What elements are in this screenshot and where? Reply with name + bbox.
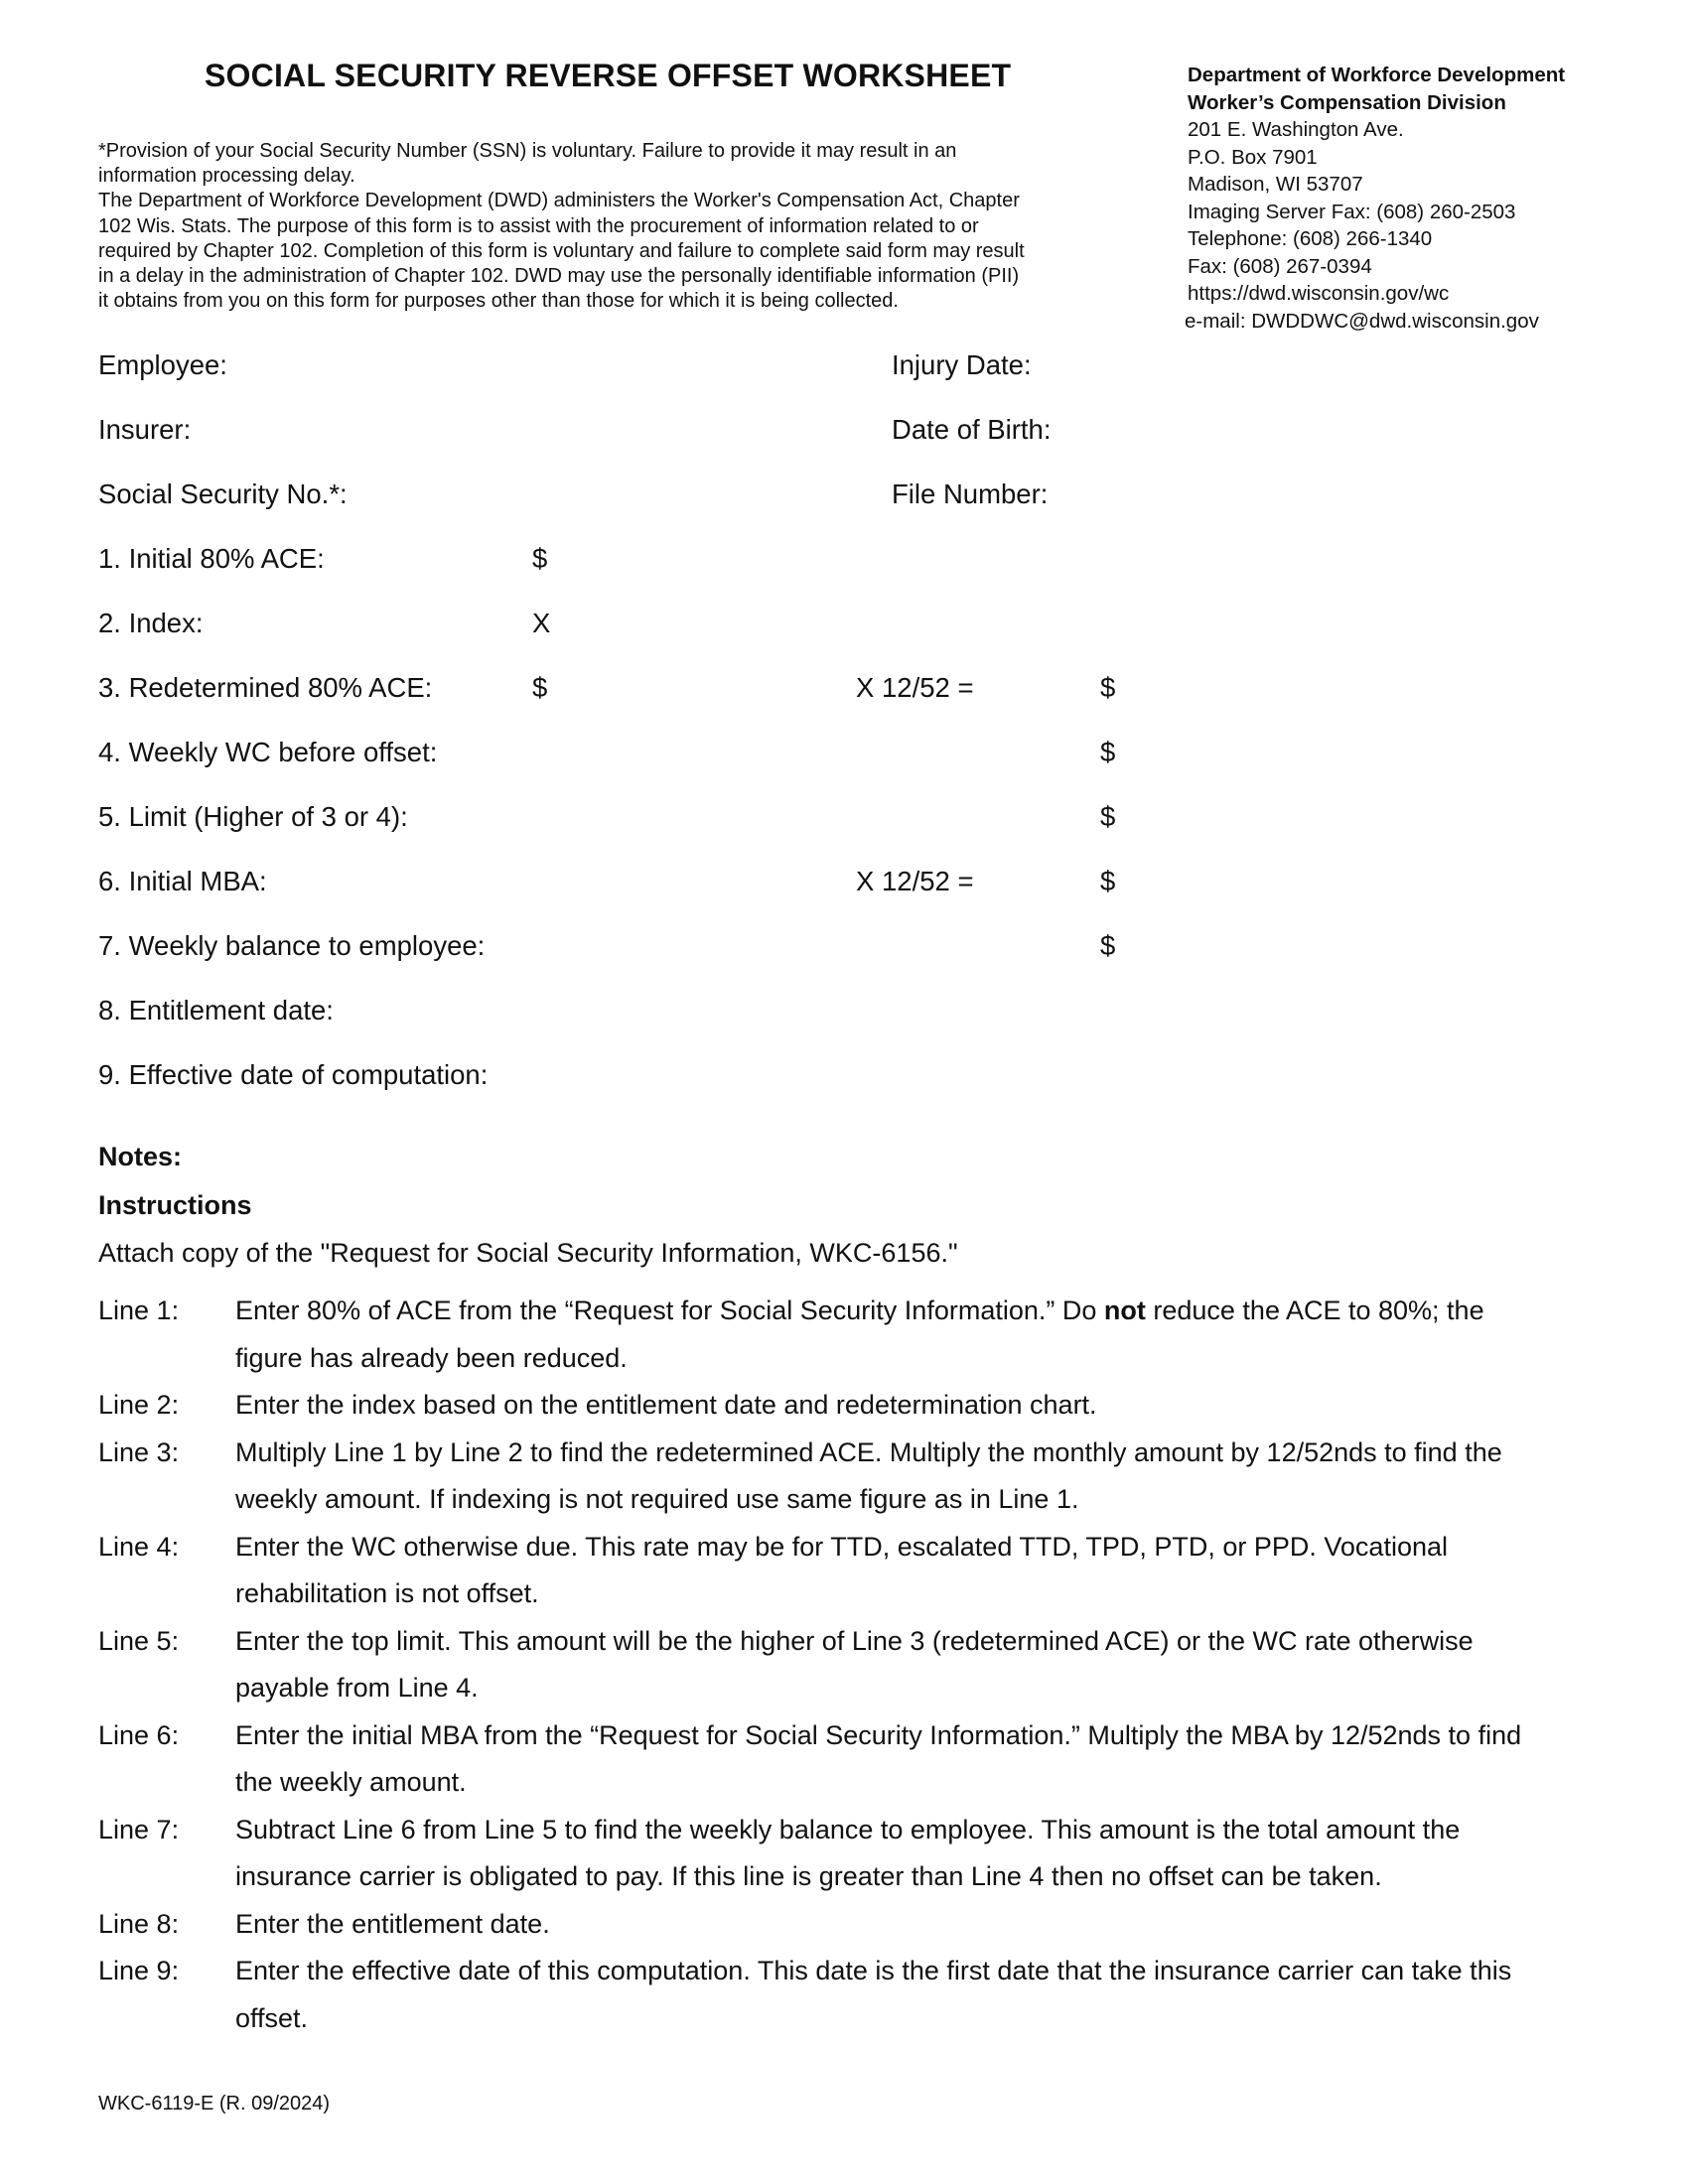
instruction-text-line: Enter the WC otherwise due. This rate may be for TTD, escalated TTD, TPD, PTD, or PPD. Vocational	[235, 1531, 1448, 1562]
privacy-notice	[98, 139, 1151, 314]
instruction-line-3	[98, 1430, 1588, 1524]
line-2-multiply-sign: X	[532, 608, 551, 638]
line-4-dollar-sign: $	[1100, 737, 1116, 767]
file-number-label: File Number:	[892, 478, 1049, 509]
instruction-text-line: Enter the top limit. This amount will be the higher of Line 3 (redetermined ACE) or the WC rate otherwise	[235, 1625, 1474, 1656]
instruction-text-line: offset.	[235, 2002, 309, 2033]
privacy-line: it obtains from you on this form for purposes other than those for which it is being collected.	[98, 290, 899, 313]
line-6-label: 6. Initial MBA:	[98, 866, 267, 896]
instruction-label: Line 6:	[98, 1719, 180, 1750]
instruction-text	[235, 1288, 1588, 1382]
line-3-multiplier: X 12/52 =	[856, 672, 974, 703]
instruction-label: Line 5:	[98, 1625, 180, 1656]
instruction-text-line: figure has already been reduced.	[235, 1342, 628, 1373]
instruction-label: Line 7:	[98, 1814, 180, 1844]
notes-heading: Notes:	[98, 1142, 183, 1171]
form-title: SOCIAL SECURITY REVERSE OFFSET WORKSHEET	[205, 58, 1012, 93]
address-city: Madison, WI 53707	[1188, 173, 1363, 196]
instruction-line-2	[98, 1382, 1588, 1430]
instruction-text-line: Subtract Line 6 from Line 5 to find the weekly balance to employee. This amount is the total amount the	[235, 1814, 1461, 1844]
privacy-line: 102 Wis. Stats. The purpose of this form is to assist with the procurement of information related to or	[98, 214, 979, 237]
instruction-text-line: Enter the initial MBA from the “Request for Social Security Information.” Multiply the MBA by 12/52nds to find	[235, 1719, 1522, 1750]
instruction-line-9	[98, 1948, 1588, 2042]
text-fragment: reduce the ACE to 80%; the	[1145, 1296, 1484, 1325]
address-street: 201 E. Washington Ave.	[1188, 118, 1404, 141]
instruction-text-line: insurance carrier is obligated to pay. If this line is greater than Line 4 then no offset can be taken.	[235, 1861, 1382, 1891]
website-link[interactable]: https://dwd.wisconsin.gov/wc	[1188, 282, 1450, 305]
line-6-multiplier: X 12/52 =	[856, 866, 974, 896]
instruction-label: Line 1:	[98, 1296, 180, 1325]
email-link[interactable]: e-mail: DWDDWC@dwd.wisconsin.gov	[1185, 309, 1539, 333]
instruction-line-1	[98, 1288, 1588, 1382]
instruction-text	[235, 1524, 1588, 1618]
instruction-label: Line 8:	[98, 1908, 180, 1939]
line-3-result-dollar-sign: $	[1100, 672, 1116, 703]
instruction-text-line: Enter the effective date of this computation. This date is the first date that the insurance carrier can take this	[235, 1956, 1512, 1985]
imaging-fax: Imaging Server Fax: (608) 260-2503	[1188, 200, 1516, 223]
instruction-text-line	[235, 1288, 1588, 1335]
line-8-label: 8. Entitlement date:	[98, 995, 334, 1025]
instructions-heading: Instructions	[98, 1190, 252, 1220]
line-9-label: 9. Effective date of computation:	[98, 1059, 489, 1090]
instruction-text	[235, 1807, 1588, 1901]
instruction-text-line: Multiply Line 1 by Line 2 to find the redetermined ACE. Multiply the monthly amount by 12/52nds to find the	[235, 1436, 1502, 1467]
ssn-label: Social Security No.*:	[98, 478, 348, 509]
telephone: Telephone: (608) 266-1340	[1188, 227, 1433, 250]
instruction-line-7	[98, 1807, 1588, 1901]
instruction-line-6	[98, 1712, 1588, 1807]
instructions-list	[98, 1288, 1588, 2042]
department-contact-block	[1185, 62, 1566, 335]
line-7-label: 7. Weekly balance to employee:	[98, 930, 486, 961]
instruction-line-4	[98, 1524, 1588, 1618]
instruction-text	[235, 1430, 1588, 1524]
insurer-label: Insurer:	[98, 414, 192, 445]
instruction-text-line: the weekly amount.	[235, 1767, 467, 1797]
injury-date-label: Injury Date:	[892, 349, 1032, 380]
instruction-label: Line 4:	[98, 1531, 180, 1562]
department-name: Department of Workforce Development	[1188, 64, 1566, 86]
employee-label: Employee:	[98, 349, 227, 380]
instruction-text	[235, 1382, 1588, 1430]
address-po-box: P.O. Box 7901	[1188, 145, 1318, 169]
instruction-line-5	[98, 1618, 1588, 1712]
privacy-line: required by Chapter 102. Completion of this form is voluntary and failure to complete said form may result	[98, 239, 1025, 262]
line-2-label: 2. Index:	[98, 608, 204, 638]
instructions-intro: Attach copy of the "Request for Social Security Information, WKC-6156."	[98, 1238, 958, 1268]
form-number-footer: WKC-6119-E (R. 09/2024)	[98, 2093, 331, 2115]
line-7-dollar-sign: $	[1100, 930, 1116, 961]
fax: Fax: (608) 267-0394	[1188, 254, 1372, 278]
emphasis-text: not	[1103, 1296, 1146, 1325]
instruction-text-line: payable from Line 4.	[235, 1673, 479, 1703]
line-3-dollar-sign: $	[532, 672, 548, 703]
line-1-dollar-sign: $	[532, 543, 548, 574]
privacy-line: in a delay in the administration of Chapter 102. DWD may use the personally identifiable information (PII)	[98, 265, 1020, 288]
instruction-text-line: Enter the index based on the entitlement date and redetermination chart.	[235, 1390, 1097, 1420]
privacy-line: The Department of Workforce Development (DWD) administers the Worker's Compensation Act, Chapter	[98, 190, 1020, 212]
text-fragment: Enter 80% of ACE from the “Request for Social Security Information.” Do	[235, 1296, 1104, 1325]
date-of-birth-label: Date of Birth:	[892, 414, 1052, 445]
line-1-label: 1. Initial 80% ACE:	[98, 543, 325, 574]
division-name: Worker’s Compensation Division	[1188, 90, 1506, 114]
instruction-text	[235, 1901, 1588, 1949]
instruction-text	[235, 1618, 1588, 1712]
line-3-label: 3. Redetermined 80% ACE:	[98, 672, 433, 703]
instruction-text-line: Enter the entitlement date.	[235, 1908, 550, 1939]
instruction-text-line: rehabilitation is not offset.	[235, 1578, 539, 1608]
instruction-label: Line 9:	[98, 1956, 180, 1985]
line-4-label: 4. Weekly WC before offset:	[98, 737, 438, 767]
line-5-label: 5. Limit (Higher of 3 or 4):	[98, 801, 408, 832]
instruction-label: Line 2:	[98, 1390, 180, 1420]
instruction-line-8	[98, 1901, 1588, 1949]
instruction-label: Line 3:	[98, 1436, 180, 1467]
line-6-dollar-sign: $	[1100, 866, 1116, 896]
line-5-dollar-sign: $	[1100, 801, 1116, 832]
privacy-line: information processing delay.	[98, 165, 355, 188]
instruction-text	[235, 1712, 1588, 1807]
instruction-text	[235, 1948, 1588, 2042]
instruction-text-line: weekly amount. If indexing is not required use same figure as in Line 1.	[235, 1484, 1079, 1514]
privacy-line: *Provision of your Social Security Number (SSN) is voluntary. Failure to provide it may result in an	[98, 140, 957, 162]
